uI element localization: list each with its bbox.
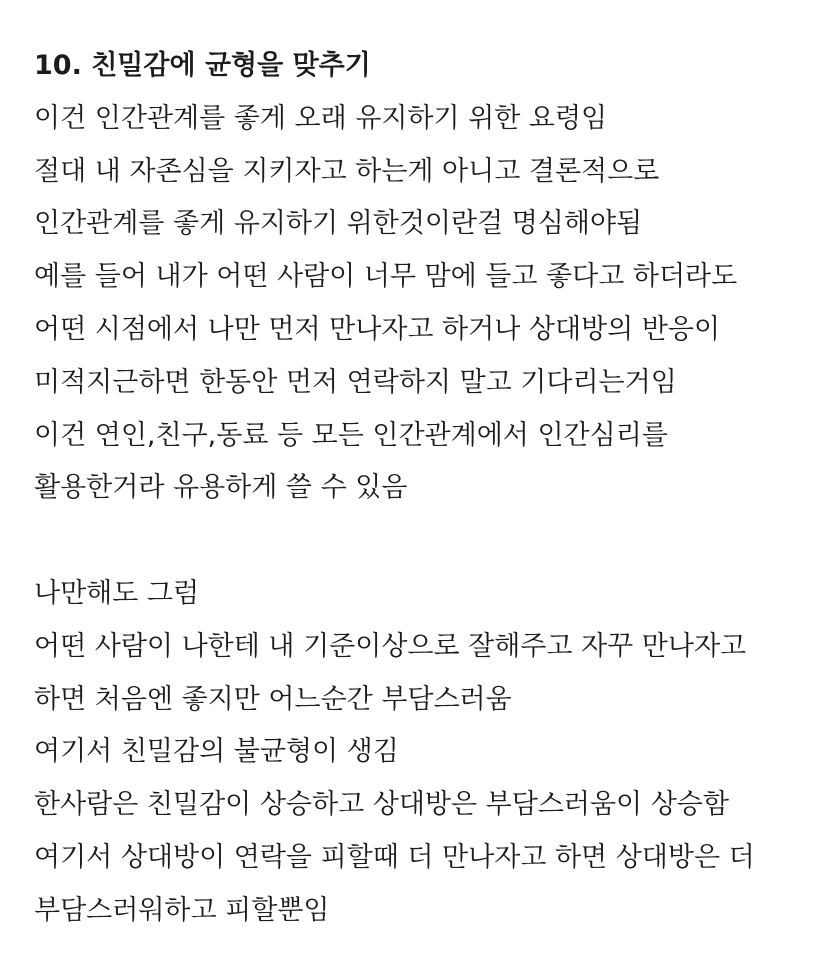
text-line: 어떤 시점에서 나만 먼저 만나자고 하거나 상대방의 반응이 — [34, 313, 721, 345]
text-line: 한사람은 친밀감이 상승하고 상대방은 부담스러움이 상승함 — [34, 789, 729, 821]
text-line: 이건 인간관계를 좋게 오래 유지하기 위한 요령임 — [34, 102, 608, 134]
text-line: 예를 들어 내가 어떤 사람이 너무 맘에 들고 좋다고 하더라도 — [34, 261, 738, 293]
text-line: 활용한거라 유용하게 쓸 수 있음 — [34, 472, 408, 504]
section-title: 10. 친밀감에 균형을 맞추기 — [34, 50, 371, 81]
text-line: 하면 처음엔 좋지만 어느순간 부담스러움 — [34, 683, 512, 715]
text-line: 나만해도 그럼 — [34, 577, 200, 609]
paragraph-2 — [34, 568, 824, 938]
text-line: 어떤 사람이 나한테 내 기준이상으로 잘해주고 자꾸 만나자고 — [34, 630, 747, 662]
text-line: 인간관계를 좋게 유지하기 위한것이란걸 명심해야됨 — [34, 208, 643, 240]
text-line: 이건 연인,친구,동료 등 모든 인간관계에서 인간심리를 — [34, 419, 668, 451]
text-line: 부담스러워하고 피할뿐임 — [34, 894, 330, 926]
text-line: 여기서 상대방이 연락을 피할때 더 만나자고 하면 상대방은 더 — [34, 841, 755, 873]
text-line: 여기서 친밀감의 불균형이 생김 — [34, 736, 399, 768]
article-body — [34, 40, 824, 938]
paragraph-spacer — [34, 515, 824, 568]
text-line: 절대 내 자존심을 지키자고 하는게 아니고 결론적으로 — [34, 155, 660, 187]
text-line: 미적지근하면 한동안 먼저 연락하지 말고 기다리는거임 — [34, 366, 677, 398]
paragraph-1 — [34, 93, 824, 515]
